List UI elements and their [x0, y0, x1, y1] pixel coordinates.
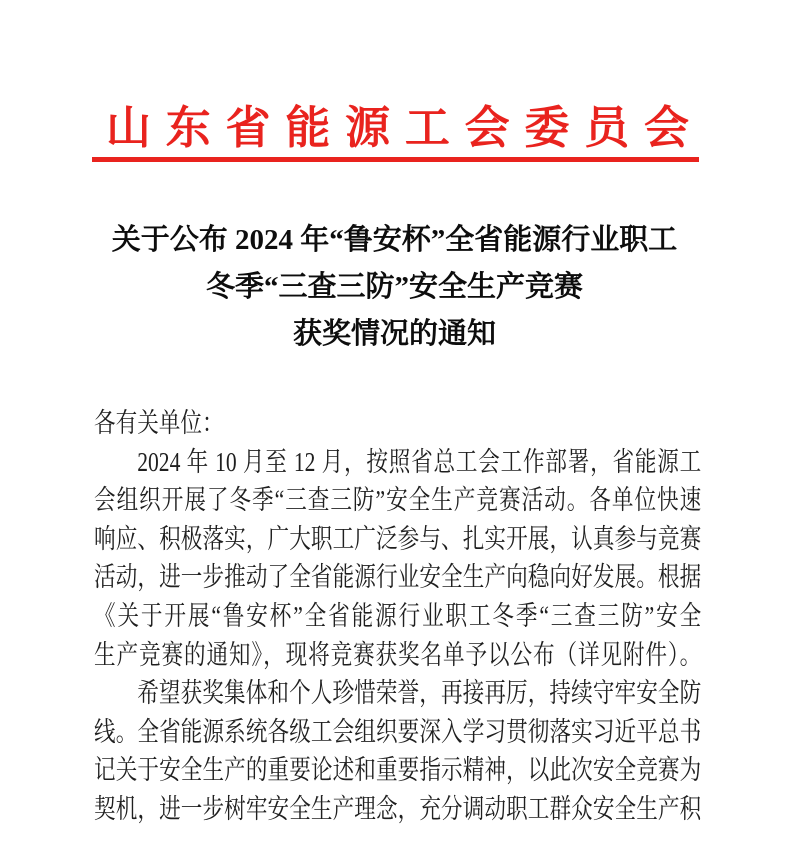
- title-line-1: 关于公布 2024 年“鲁安杯”全省能源行业职工: [111, 224, 678, 256]
- paragraph-2-line-4: 契机，进一步树牢安全生产理念，充分调动职工群众安全生产积: [94, 793, 702, 824]
- paragraph-1-line-6: 生产竞赛的通知》，现将竞赛获奖名单予以公布（详见附件）。: [94, 639, 702, 670]
- title-line-2: 冬季“三查三防”安全生产竞赛: [205, 271, 583, 303]
- letterhead-org-name: 山东省能源工会委员会: [106, 103, 689, 153]
- document-title: [91, 217, 698, 358]
- document-body: [94, 404, 701, 829]
- title-line-3: 获奖情况的通知: [292, 318, 496, 350]
- paragraph-1-line-1: 2024 年 10 月至 12 月，按照省总工会工作部署，省能源工: [137, 446, 702, 477]
- paragraph-1-line-5: 《关于开展“鲁安杯”全省能源行业职工冬季“三查三防”安全: [94, 600, 702, 631]
- paragraph-2-line-1: 希望获奖集体和个人珍惜荣誉，再接再厉，持续守牢安全防: [137, 678, 702, 709]
- salutation-line: 各有关单位：: [94, 408, 224, 438]
- body-text-block: [94, 404, 701, 829]
- paragraph-1-line-2: 会组织开展了冬季“三查三防”安全生产竞赛活动。各单位快速: [94, 485, 702, 516]
- paragraph-1-line-4: 活动，进一步推动了全省能源行业安全生产向稳向好发展。根据: [94, 562, 702, 593]
- paragraph-2-line-3: 记关于安全生产的重要论述和重要指示精神，以此次安全竞赛为: [94, 755, 702, 786]
- paragraph-1-line-3: 响应、积极落实，广大职工广泛参与、扎实开展，认真参与竞赛: [94, 523, 702, 554]
- paragraph-2-line-2: 线。全省能源系统各级工会组织要深入学习贯彻落实习近平总书: [94, 716, 702, 747]
- letterhead-divider-line: [92, 157, 699, 162]
